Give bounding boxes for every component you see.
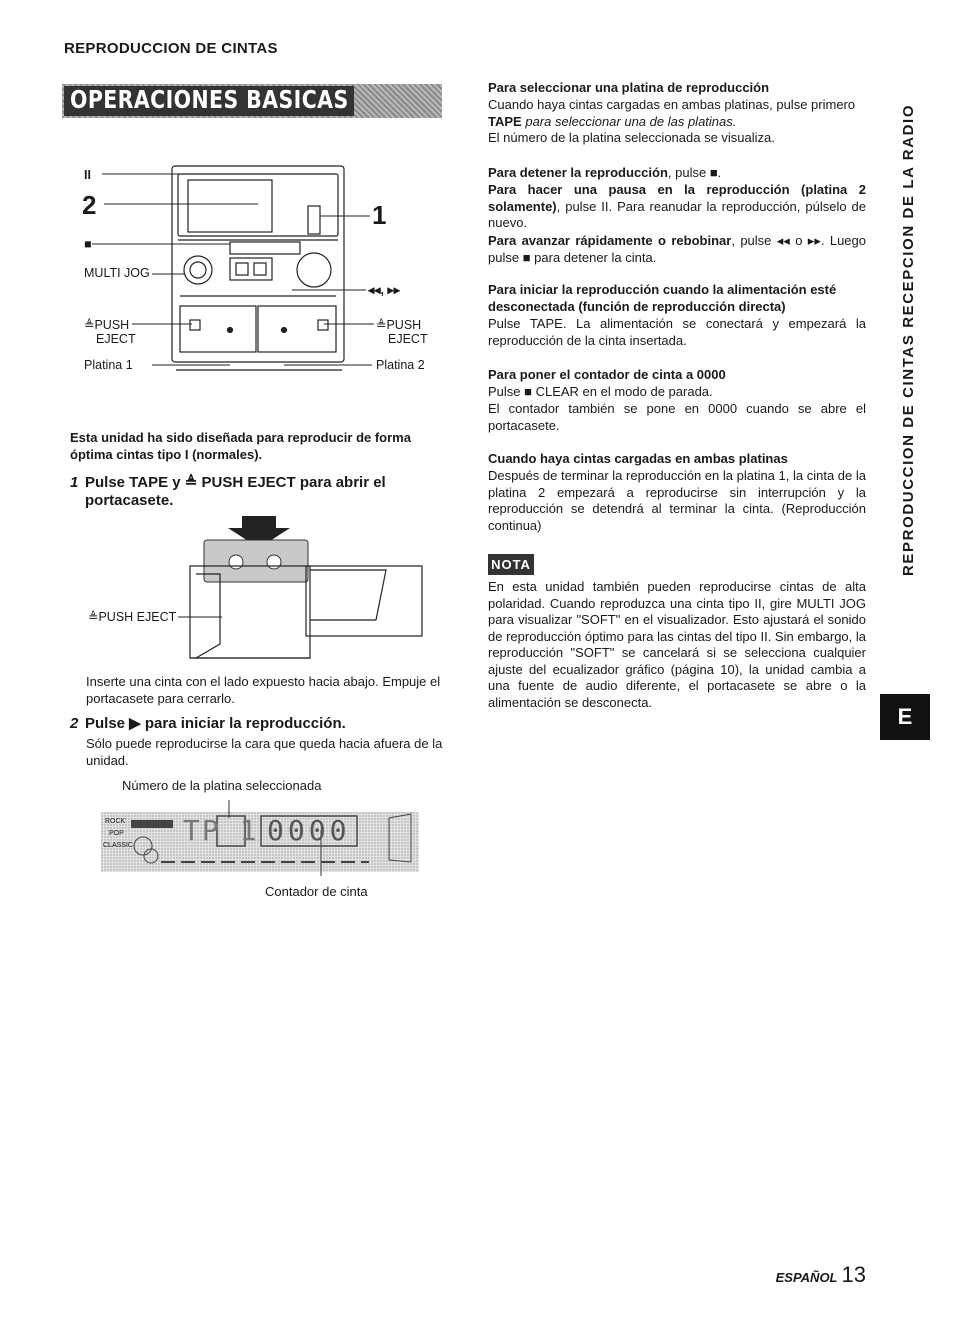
display-preset-3: CLASSIC xyxy=(103,842,133,849)
step-1-heading xyxy=(70,474,448,510)
direct-play-text: Pulse TAPE. La alimentación se conectará y empezará la reproducción de la cinta insertada. xyxy=(488,316,866,348)
platina-2-label: Platina 2 xyxy=(376,358,425,372)
insert-instruction: Inserte una cinta con el lado expuesto hacia abajo. Empuje el portacasete para cerrarlo. xyxy=(86,674,441,706)
display-preset-1: ROCK xyxy=(105,818,126,825)
pause-label: II xyxy=(84,168,91,182)
push-eject-right-label-1: ≜PUSH xyxy=(376,318,422,332)
counter-reset-text-a: Pulse ■ CLEAR en el modo de parada. xyxy=(488,384,713,399)
pause-text: , pulse II. Para reanudar la reproducción, púlselo de nuevo. xyxy=(488,198,866,230)
push-eject-left-label-1: ≜PUSH xyxy=(84,318,130,332)
language-tab: E xyxy=(880,694,930,740)
stop-label: ■ xyxy=(84,237,92,251)
display-label-top: Número de la platina seleccionada xyxy=(122,778,322,793)
display-counter: 0000 xyxy=(267,814,351,847)
note-text: En esta unidad también pueden reproducirse cintas de alta polaridad. Cuando reproduzca una cinta tipo II, gire MULTI JOG para visualizar "SOFT" en el visualizador. Esto ajustará el sonido de reproducción óptimo para las cintas del tipo II. Sin embargo, la reproducción "SOFT" se cancelará si se selecciona cualquier ajuste del ecualizador gráfico (página 10), la unidad cambia a una fuente de audio diferente, el portacasete se abre o la alimentación se desconecta. xyxy=(488,579,866,710)
select-deck-title: Para seleccionar una platina de reproducción xyxy=(488,80,770,95)
select-deck-text-a: Cuando haya cintas cargadas en ambas platinas, pulse primero xyxy=(488,97,856,112)
display-label-bottom: Contador de cinta xyxy=(265,884,368,899)
page-number: 13 xyxy=(841,1262,866,1287)
rewind-ff-label: ◂◂, ▸▸ xyxy=(368,283,401,297)
side-tab-text: REPRODUCCION DE CINTAS RECEPCION DE LA RADIO xyxy=(900,103,917,576)
select-deck-text-c: para seleccionar una de las platinas. xyxy=(525,113,737,129)
step-1-marker: 1 xyxy=(372,200,387,230)
ff-rewind-text: , pulse ◂◂ o ▸▸. Luego pulse ■ para detener la cinta. xyxy=(488,233,866,265)
stop-title: Para detener la reproducción xyxy=(488,165,668,180)
footer-language: ESPAÑOL xyxy=(775,1270,838,1285)
push-eject-label: ≜PUSH EJECT xyxy=(88,610,177,624)
ff-rewind-section xyxy=(488,233,866,266)
push-eject-right-label-2: EJECT xyxy=(388,332,428,346)
step-2-number: 2 xyxy=(70,715,79,732)
page-footer xyxy=(776,1262,866,1288)
display-preset-2: POP xyxy=(109,830,124,837)
select-deck-text xyxy=(488,97,866,147)
step-1-text: Pulse TAPE y ≜ PUSH EJECT para abrir el portacasete. xyxy=(85,474,386,509)
step-1-number: 1 xyxy=(70,474,79,491)
section-title: REPRODUCCION DE CINTAS xyxy=(64,40,278,57)
cassette-insert-diagram xyxy=(86,516,426,668)
display-panel xyxy=(101,800,419,876)
ff-rewind-title: Para avanzar rápidamente o rebobinar xyxy=(488,233,732,248)
side-tab xyxy=(880,76,920,576)
page-banner xyxy=(62,84,442,118)
cassette-drawing xyxy=(86,516,426,668)
display-tape-number: TP 1 xyxy=(183,814,259,847)
platina-1-label: Platina 1 xyxy=(84,358,133,372)
select-deck-text-d: El número de la platina seleccionada se visualiza. xyxy=(488,130,775,145)
step-2-text: Pulse ▶ para iniciar la reproducción. xyxy=(85,715,346,732)
pause-title: Para hacer una pausa en la reproducción (platina 2 solamente) xyxy=(488,182,866,214)
select-deck-text-b: TAPE xyxy=(488,113,522,129)
intro-text: Esta unidad ha sido diseñada para reproducir de forma óptima cintas tipo I (normales). xyxy=(70,430,411,462)
display-drawing xyxy=(101,800,419,876)
step-2-heading xyxy=(70,715,448,733)
pause-section xyxy=(488,182,866,232)
continuous-play-text: Después de terminar la reproducción en la platina 1, la cinta de la platina 2 empezará a reproducirse sin interrupción y la reproducción se detendrá al terminar la cinta. (Reproducción continua) xyxy=(488,468,866,533)
stop-section xyxy=(488,165,866,182)
banner-title: OPERACIONES BASICAS xyxy=(70,85,349,114)
multi-jog-label: MULTI JOG xyxy=(84,266,150,280)
stereo-diagram xyxy=(80,160,450,380)
push-eject-left-label-2: EJECT xyxy=(96,332,136,346)
continuous-play-title: Cuando haya cintas cargadas en ambas platinas xyxy=(488,451,788,466)
step-2-description: Sólo puede reproducirse la cara que queda hacia afuera de la unidad. xyxy=(86,736,443,768)
direct-play-title: Para iniciar la reproducción cuando la alimentación esté desconectada (función de reproducción directa) xyxy=(488,282,837,314)
stop-text: , pulse ■. xyxy=(667,165,722,180)
counter-reset-title: Para poner el contador de cinta a 0000 xyxy=(488,367,726,382)
counter-reset-text-b: El contador también se pone en 0000 cuando se abre el portacasete. xyxy=(488,401,866,433)
step-2-marker: 2 xyxy=(82,190,97,220)
note-badge: NOTA xyxy=(488,554,534,575)
